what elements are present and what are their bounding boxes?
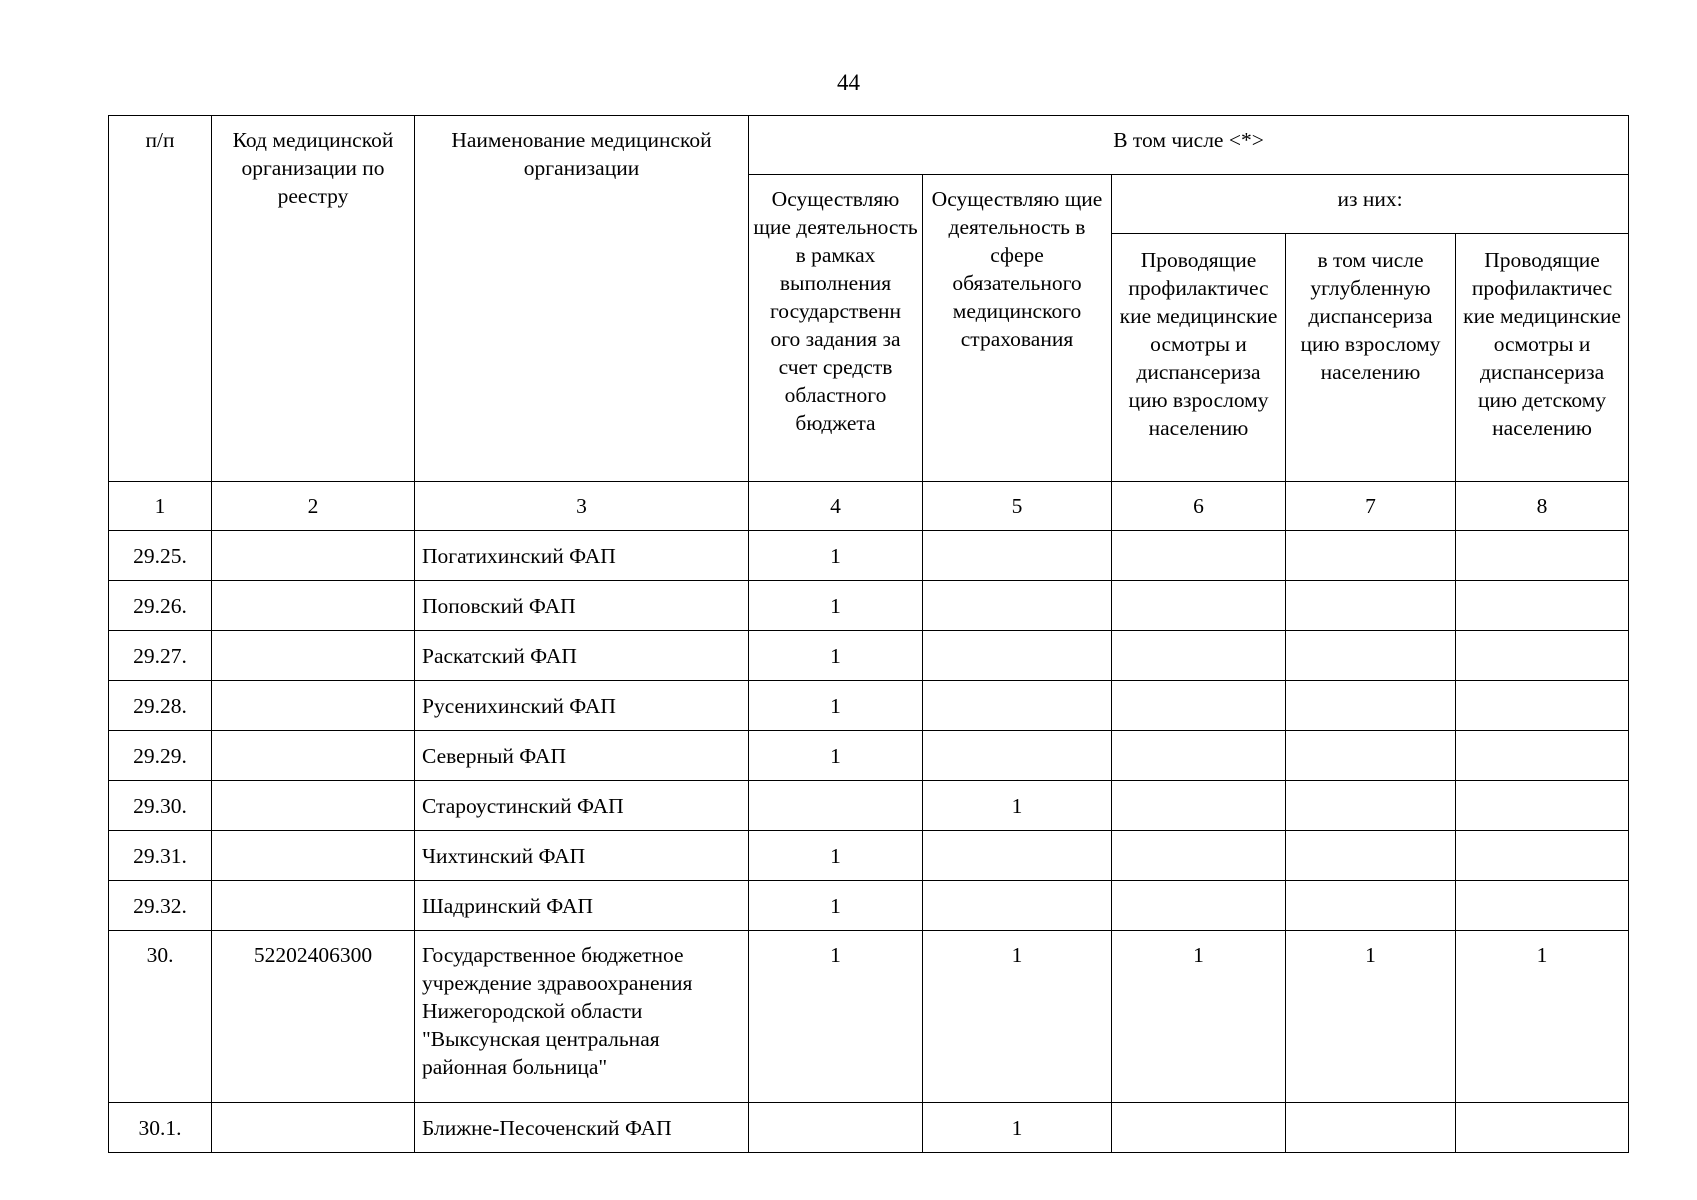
row-c7: [1286, 831, 1456, 881]
header-col-4: Осуществляю щие деятельность в рамках выполнения государственн ого задания за счет средств областного бюджета: [749, 175, 923, 482]
header-col-8: Проводящие профилактичес кие медицинские осмотры и диспансериза цию детскому населению: [1456, 234, 1629, 482]
row-c4: 1: [749, 931, 923, 1103]
row-name: Поповский ФАП: [415, 581, 749, 631]
table-row: [109, 881, 1629, 931]
row-c5: [923, 631, 1112, 681]
row-name: Раскатский ФАП: [415, 631, 749, 681]
row-c6: [1112, 631, 1286, 681]
row-code: [212, 581, 415, 631]
row-c6: [1112, 781, 1286, 831]
row-number: 29.31.: [109, 831, 212, 881]
row-c4: 1: [749, 681, 923, 731]
header-col-5: Осуществляю щие деятельность в сфере обязательного медицинского страхования: [923, 175, 1112, 482]
row-c6: [1112, 1103, 1286, 1153]
row-name: Погатихинский ФАП: [415, 531, 749, 581]
table-row: [109, 731, 1629, 781]
row-name: Русенихинский ФАП: [415, 681, 749, 731]
row-c4: [749, 781, 923, 831]
row-c5: 1: [923, 931, 1112, 1103]
header-col-2: Код медицинской организации по реестру: [212, 116, 415, 482]
row-code: 52202406300: [212, 931, 415, 1103]
row-name: Шадринский ФАП: [415, 881, 749, 931]
row-number: 29.29.: [109, 731, 212, 781]
row-c7: [1286, 881, 1456, 931]
row-c7: 1: [1286, 931, 1456, 1103]
row-c8: [1456, 1103, 1629, 1153]
row-name: Староустинский ФАП: [415, 781, 749, 831]
table-row: [109, 831, 1629, 881]
row-c4: 1: [749, 881, 923, 931]
table-row: [109, 631, 1629, 681]
row-code: [212, 681, 415, 731]
row-c6: [1112, 881, 1286, 931]
row-c6: [1112, 581, 1286, 631]
row-c8: [1456, 581, 1629, 631]
row-name: Ближне-Песоченский ФАП: [415, 1103, 749, 1153]
table-row: [109, 681, 1629, 731]
row-c8: [1456, 881, 1629, 931]
row-c4: [749, 1103, 923, 1153]
table-row: [109, 581, 1629, 631]
row-number: 29.32.: [109, 881, 212, 931]
row-number: 30.1.: [109, 1103, 212, 1153]
row-c7: [1286, 731, 1456, 781]
row-c8: 1: [1456, 931, 1629, 1103]
row-c5: 1: [923, 1103, 1112, 1153]
table-row: [109, 781, 1629, 831]
row-c6: [1112, 731, 1286, 781]
row-c8: [1456, 731, 1629, 781]
table-row: [109, 531, 1629, 581]
column-number: 8: [1456, 482, 1629, 531]
row-c5: [923, 881, 1112, 931]
row-code: [212, 781, 415, 831]
row-c4: 1: [749, 581, 923, 631]
row-c8: [1456, 831, 1629, 881]
column-number: 4: [749, 482, 923, 531]
header-col-1: п/п: [109, 116, 212, 482]
row-c5: [923, 831, 1112, 881]
row-number: 30.: [109, 931, 212, 1103]
column-numbers-row: [109, 482, 1629, 531]
row-c4: 1: [749, 631, 923, 681]
row-c7: [1286, 531, 1456, 581]
row-name: Северный ФАП: [415, 731, 749, 781]
column-number: 5: [923, 482, 1112, 531]
header-subgroup: из них:: [1112, 175, 1629, 234]
header-group: В том числе <*>: [749, 116, 1629, 175]
row-c6: [1112, 531, 1286, 581]
table-row: [109, 931, 1629, 1103]
row-name: Государственное бюджетное учреждение здравоохранения Нижегородской области "Выксунская центральная районная больница": [415, 931, 749, 1103]
row-c7: [1286, 1103, 1456, 1153]
header-col-7: в том числе углубленную диспансериза цию взрослому населению: [1286, 234, 1456, 482]
row-c8: [1456, 681, 1629, 731]
row-c5: [923, 581, 1112, 631]
row-code: [212, 631, 415, 681]
row-c5: [923, 731, 1112, 781]
header-row-1: [109, 116, 1629, 175]
row-name: Чихтинский ФАП: [415, 831, 749, 881]
row-c7: [1286, 581, 1456, 631]
row-code: [212, 831, 415, 881]
column-number: 2: [212, 482, 415, 531]
row-c4: 1: [749, 731, 923, 781]
row-c7: [1286, 781, 1456, 831]
row-code: [212, 731, 415, 781]
row-c4: 1: [749, 831, 923, 881]
row-number: 29.27.: [109, 631, 212, 681]
column-number: 7: [1286, 482, 1456, 531]
row-number: 29.28.: [109, 681, 212, 731]
row-code: [212, 531, 415, 581]
row-c6: 1: [1112, 931, 1286, 1103]
row-c5: 1: [923, 781, 1112, 831]
row-c5: [923, 531, 1112, 581]
row-c5: [923, 681, 1112, 731]
row-c7: [1286, 681, 1456, 731]
row-number: 29.26.: [109, 581, 212, 631]
row-c6: [1112, 681, 1286, 731]
row-number: 29.30.: [109, 781, 212, 831]
column-number: 3: [415, 482, 749, 531]
header-col-6: Проводящие профилактичес кие медицинские осмотры и диспансериза цию взрослому населению: [1112, 234, 1286, 482]
table-row: [109, 1103, 1629, 1153]
row-number: 29.25.: [109, 531, 212, 581]
row-c8: [1456, 631, 1629, 681]
row-c8: [1456, 781, 1629, 831]
row-c8: [1456, 531, 1629, 581]
organizations-table: [108, 115, 1629, 1153]
header-col-3: Наименование медицинской организации: [415, 116, 749, 482]
row-c7: [1286, 631, 1456, 681]
row-code: [212, 1103, 415, 1153]
row-code: [212, 881, 415, 931]
row-c4: 1: [749, 531, 923, 581]
row-c6: [1112, 831, 1286, 881]
page-number: 44: [837, 70, 860, 95]
column-number: 1: [109, 482, 212, 531]
column-number: 6: [1112, 482, 1286, 531]
